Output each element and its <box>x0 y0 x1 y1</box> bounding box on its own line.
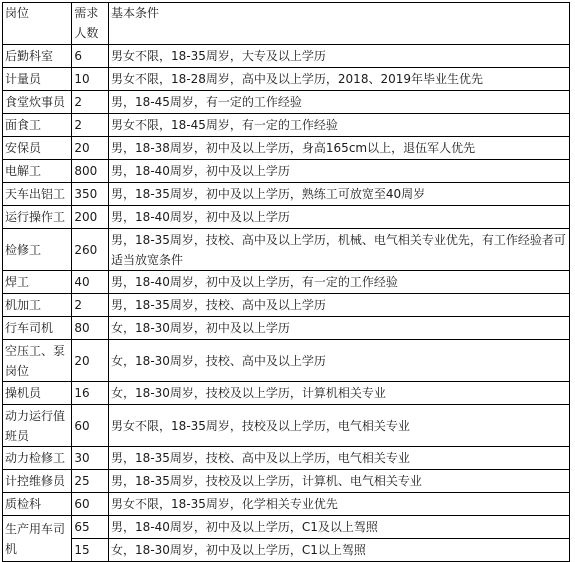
header-position: 岗位 <box>3 3 72 45</box>
cell-count: 80 <box>72 317 109 340</box>
cell-count: 60 <box>72 405 109 447</box>
cell-count: 2 <box>72 114 109 137</box>
cell-requirements: 女，18-30周岁，初中及以上学历，C1以上驾照 <box>109 539 570 562</box>
cell-count: 16 <box>72 382 109 405</box>
cell-requirements: 男，18-35周岁，技校、高中及以上学历，电气相关专业 <box>109 447 570 470</box>
cell-position: 食堂炊事员 <box>3 91 72 114</box>
cell-position: 计控维修员 <box>3 470 72 493</box>
cell-count: 20 <box>72 340 109 382</box>
table-row <box>3 183 570 206</box>
cell-count: 30 <box>72 447 109 470</box>
table-row <box>3 68 570 91</box>
table-row <box>3 317 570 340</box>
table-row <box>3 294 570 317</box>
cell-requirements: 男，18-35周岁，技校及以上学历，计算机、电气相关专业 <box>109 470 570 493</box>
cell-requirements: 男，18-40周岁，初中及以上学历，有一定的工作经验 <box>109 271 570 294</box>
cell-count: 6 <box>72 45 109 68</box>
cell-count: 260 <box>72 229 109 271</box>
table-row <box>3 539 570 562</box>
cell-count: 40 <box>72 271 109 294</box>
cell-position: 运行操作工 <box>3 206 72 229</box>
table-row <box>3 160 570 183</box>
cell-requirements: 男，18-45周岁，有一定的工作经验 <box>109 91 570 114</box>
cell-requirements: 男女不限，18-35周岁，化学相关专业优先 <box>109 493 570 516</box>
cell-position: 行车司机 <box>3 317 72 340</box>
cell-position: 生产用车司机 <box>3 516 72 562</box>
table-row <box>3 137 570 160</box>
cell-position: 检修工 <box>3 229 72 271</box>
cell-count: 800 <box>72 160 109 183</box>
table-row <box>3 114 570 137</box>
table-row <box>3 493 570 516</box>
table-row <box>3 470 570 493</box>
cell-requirements: 女，18-30周岁，初中及以上学历 <box>109 317 570 340</box>
cell-requirements: 男，18-40周岁，初中及以上学历 <box>109 160 570 183</box>
table-row <box>3 206 570 229</box>
cell-requirements: 男女不限，18-28周岁，高中及以上学历，2018、2019年毕业生优先 <box>109 68 570 91</box>
cell-position: 天车出铝工 <box>3 183 72 206</box>
cell-position: 操机员 <box>3 382 72 405</box>
cell-count: 350 <box>72 183 109 206</box>
table-row <box>3 91 570 114</box>
cell-position: 动力检修工 <box>3 447 72 470</box>
header-count: 需求人数 <box>72 3 109 45</box>
table-row <box>3 340 570 382</box>
cell-position: 动力运行值班员 <box>3 405 72 447</box>
cell-requirements: 男女不限，18-45周岁，有一定的工作经验 <box>109 114 570 137</box>
table-header-row <box>3 3 570 45</box>
cell-requirements: 女，18-30周岁，技校、高中及以上学历 <box>109 340 570 382</box>
cell-count: 20 <box>72 137 109 160</box>
cell-count: 10 <box>72 68 109 91</box>
cell-count: 200 <box>72 206 109 229</box>
cell-position: 机加工 <box>3 294 72 317</box>
table-row <box>3 229 570 271</box>
cell-count: 2 <box>72 91 109 114</box>
cell-count: 15 <box>72 539 109 562</box>
cell-position: 计量员 <box>3 68 72 91</box>
header-requirements: 基本条件 <box>109 3 570 45</box>
cell-count: 25 <box>72 470 109 493</box>
cell-requirements: 男，18-38周岁，初中及以上学历，身高165cm以上，退伍军人优先 <box>109 137 570 160</box>
table-row <box>3 516 570 539</box>
table-row <box>3 447 570 470</box>
cell-count: 60 <box>72 493 109 516</box>
cell-requirements: 男女不限，18-35周岁，大专及以上学历 <box>109 45 570 68</box>
cell-requirements: 男女不限，18-35周岁，技校及以上学历，电气相关专业 <box>109 405 570 447</box>
cell-requirements: 女，18-30周岁，技校及以上学历，计算机相关专业 <box>109 382 570 405</box>
cell-count: 2 <box>72 294 109 317</box>
cell-position: 面食工 <box>3 114 72 137</box>
cell-requirements: 男，18-40周岁，初中及以上学历 <box>109 206 570 229</box>
cell-position: 电解工 <box>3 160 72 183</box>
cell-position: 焊工 <box>3 271 72 294</box>
table-row <box>3 45 570 68</box>
cell-position: 空压工、泵岗位 <box>3 340 72 382</box>
cell-requirements: 男，18-35周岁，技校、高中及以上学历 <box>109 294 570 317</box>
cell-count: 65 <box>72 516 109 539</box>
cell-requirements: 男，18-35周岁，技校、高中及以上学历，机械、电气相关专业优先，有工作经验者可适当放宽条件 <box>109 229 570 271</box>
table-row <box>3 271 570 294</box>
cell-position: 安保员 <box>3 137 72 160</box>
cell-requirements: 男，18-35周岁，初中及以上学历，熟练工可放宽至40周岁 <box>109 183 570 206</box>
recruitment-table <box>2 2 570 562</box>
cell-position: 质检科 <box>3 493 72 516</box>
cell-requirements: 男，18-40周岁，初中及以上学历，C1及以上驾照 <box>109 516 570 539</box>
table-row <box>3 382 570 405</box>
cell-position: 后勤科室 <box>3 45 72 68</box>
table-row <box>3 405 570 447</box>
